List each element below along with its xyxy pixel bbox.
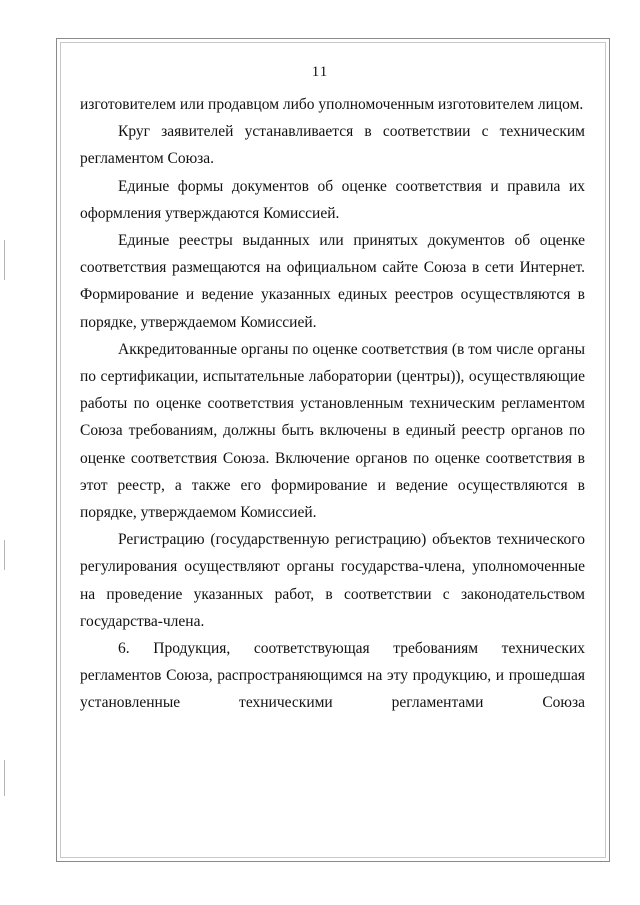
binding-mark	[4, 240, 5, 280]
binding-mark	[4, 540, 5, 570]
paragraph: Аккредитованные органы по оценке соответствия (в том числе органы по сертификации, испытательные лаборатории (центры)), осуществляющие работы по оценке соответствия установленным техническим регламентом Союза требованиям, должны быть включены в единый реестр органов по оценке соответствия Союза. Включение органов по оценке соответствия в этот реестр, а также его формирование и ведение осуществляются в порядке, утверждаемом Комиссией.	[80, 340, 585, 522]
paragraph: изготовителем или продавцом либо уполномоченным изготовителем лицом.	[80, 96, 584, 113]
document-body	[80, 91, 585, 717]
binding-mark	[4, 760, 5, 796]
paragraph: Круг заявителей устанавливается в соответствии с техническим регламентом Союза.	[80, 123, 585, 168]
paragraph: Регистрацию (государственную регистрацию) объектов технического регулирования осуществляют органы государства-члена, уполномоченные на проведение указанных работ, в соответствии с законодательством государства-члена.	[80, 531, 585, 630]
paragraph: Единые реестры выданных или принятых документов об оценке соответствия размещаются на официальном сайте Союза в сети Интернет. Формирование и ведение указанных единых реестров осуществляются в порядке, утверждаемом Комиссией.	[80, 232, 585, 331]
paragraph: 6. Продукция, соответствующая требованиям технических регламентов Союза, распространяющимся на эту продукцию, и прошедшая установленные техническими регламентами Союза	[80, 640, 585, 712]
page-number: 11	[311, 64, 329, 80]
paragraph: Единые формы документов об оценке соответствия и правила их оформления утверждаются Комиссией.	[80, 177, 585, 222]
